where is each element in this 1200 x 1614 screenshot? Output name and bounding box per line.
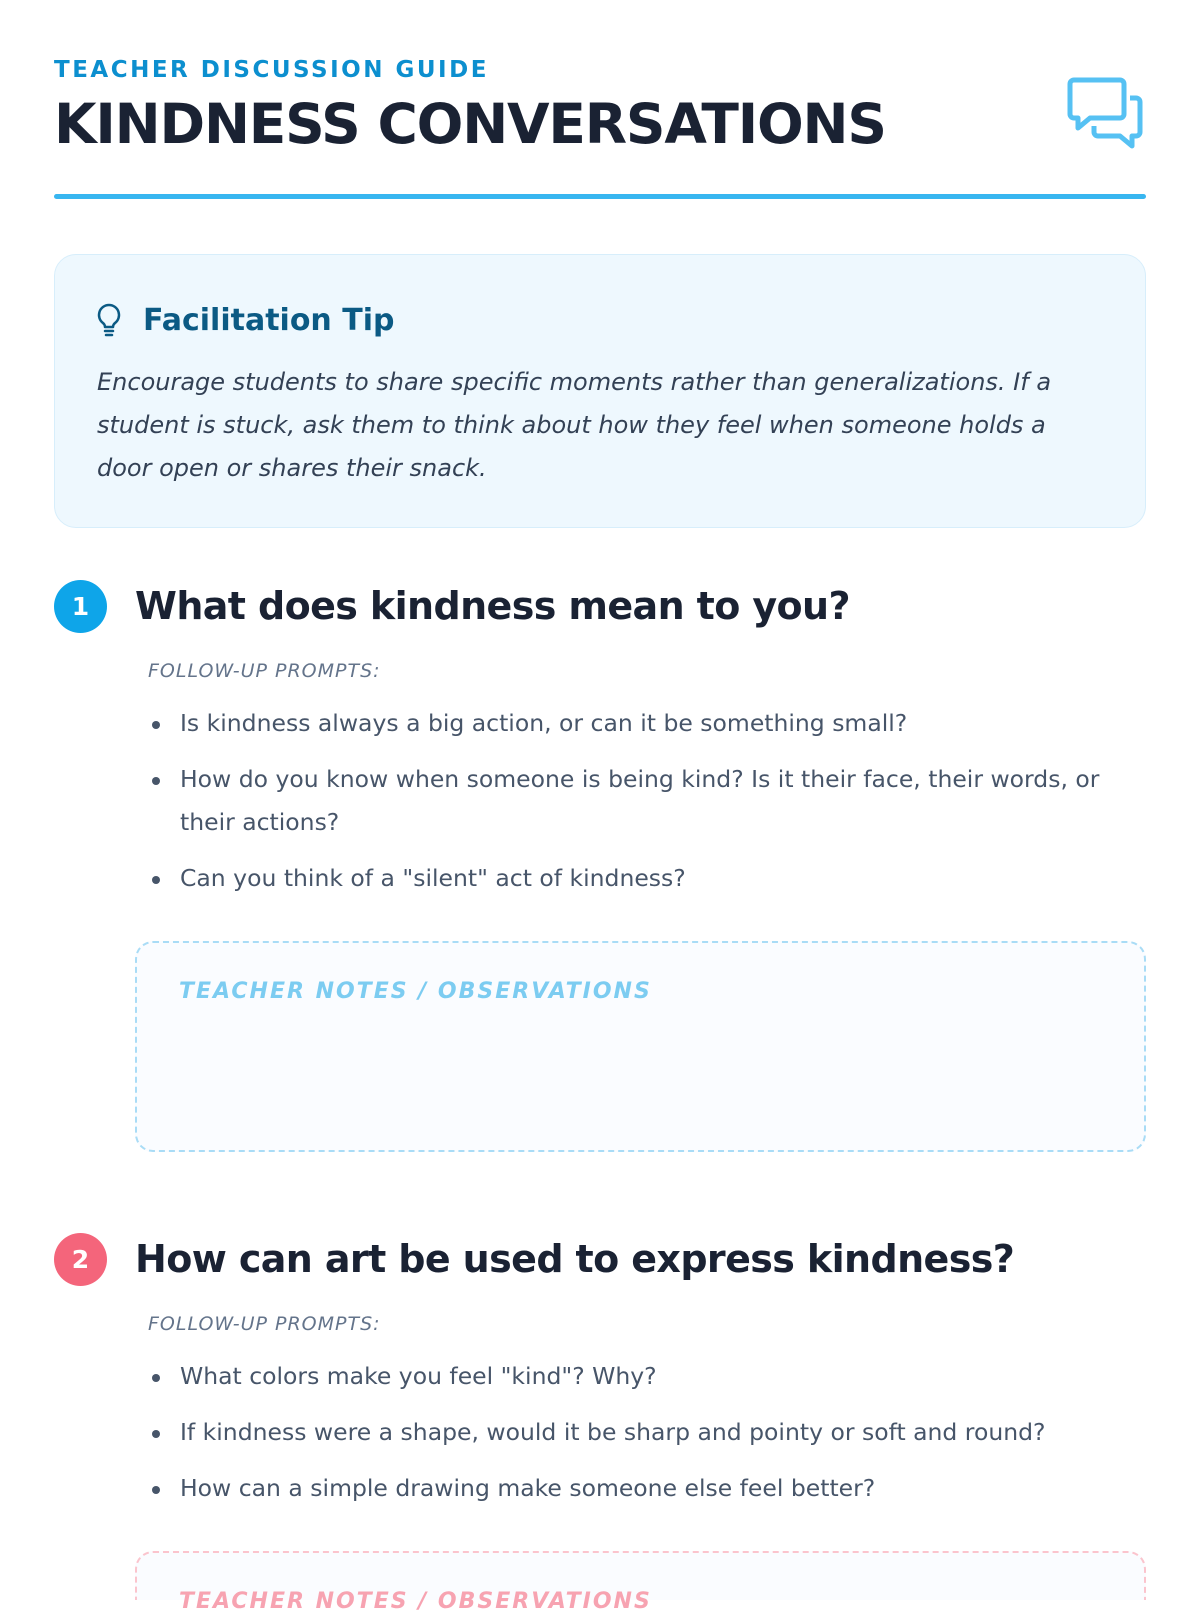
teacher-notes-label: TEACHER NOTES / OBSERVATIONS	[179, 979, 652, 1004]
facilitation-tip-box	[54, 254, 1146, 528]
question-number-badge: 2	[54, 1233, 107, 1286]
page-eyebrow: TEACHER DISCUSSION GUIDE	[54, 57, 489, 83]
list-item: What colors make you feel "kind"? Why?	[148, 1355, 1148, 1398]
question-title: How can art be used to express kindness?	[135, 1237, 1015, 1281]
list-item: If kindness were a shape, would it be sharp and pointy or soft and round?	[148, 1411, 1148, 1454]
page-title: KINDNESS CONVERSATIONS	[54, 92, 886, 156]
teacher-notes-area[interactable]	[135, 941, 1146, 1152]
list-item: How can a simple drawing make someone else feel better?	[148, 1467, 1148, 1510]
discussion-guide-page	[54, 0, 1146, 1614]
header-divider	[54, 194, 1146, 199]
list-item: Can you think of a "silent" act of kindness?	[148, 857, 1148, 900]
follow-up-prompts-label: FOLLOW-UP PROMPTS:	[148, 1313, 381, 1335]
follow-up-prompts-list	[148, 1355, 1148, 1523]
chat-bubbles-icon	[1068, 74, 1144, 150]
lightbulb-icon	[95, 302, 123, 338]
teacher-notes-label: TEACHER NOTES / OBSERVATIONS	[179, 1589, 652, 1614]
list-item: How do you know when someone is being kind? Is it their face, their words, or their actions?	[148, 758, 1148, 844]
tip-body: Encourage students to share specific moments rather than generalizations. If a student is stuck, ask them to think about how they feel when someone holds a door open or shares their snack.	[97, 368, 1052, 482]
teacher-notes-area[interactable]	[135, 1551, 1146, 1614]
follow-up-prompts-label: FOLLOW-UP PROMPTS:	[148, 660, 381, 682]
list-item: Is kindness always a big action, or can it be something small?	[148, 702, 1148, 745]
follow-up-prompts-list	[148, 702, 1148, 913]
question-number-badge: 1	[54, 580, 107, 633]
tip-title: Facilitation Tip	[143, 303, 395, 338]
page-header	[54, 0, 1146, 200]
question-title: What does kindness mean to you?	[135, 584, 850, 628]
